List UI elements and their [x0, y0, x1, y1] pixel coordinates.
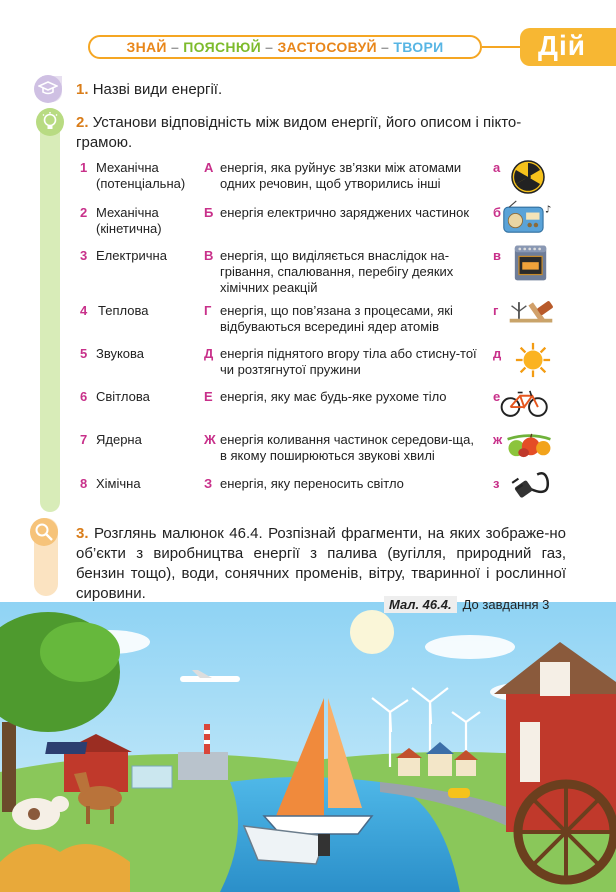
rail-segment-green — [40, 108, 60, 512]
car — [448, 788, 470, 798]
row-number: 6 — [80, 389, 88, 404]
row-number: 1 — [80, 160, 88, 175]
description-letter: Е — [204, 389, 213, 404]
energy-description: енергія, яка руйнує зв’язки між атомами одних речовин, щоб утворились інші — [220, 160, 462, 191]
energy-description: енергія, яку має будь-яке рухоме тіло — [220, 389, 447, 404]
energy-description: енергія, що виділяється внаслідок на-грівання, спалювання, перебігу деяких хімічних реакцій — [220, 248, 454, 295]
header-dash: – — [171, 39, 180, 55]
bicycle-icon — [500, 384, 550, 422]
sun-icon — [508, 341, 558, 379]
energy-description: енергія електрично заряджених частинок — [220, 205, 470, 220]
energy-description: енергія коливання частинок середови-ща, в якому поширюються звукові хвилі — [220, 432, 474, 463]
row-number: 8 — [80, 476, 88, 491]
row-number: 3 — [80, 248, 88, 263]
task-2 — [76, 113, 566, 153]
fruits-icon — [504, 422, 554, 460]
task-1-number: 1. — [76, 81, 89, 98]
energy-type: Механічна (потенціальна) — [96, 160, 186, 191]
oven-icon — [508, 244, 558, 282]
magnifier-icon — [30, 518, 58, 546]
energy-type: Хімічна — [96, 476, 141, 491]
wheat-field — [0, 844, 130, 892]
figure-caption-label: Мал. 46.4. — [384, 596, 457, 613]
header-word-apply: ЗАСТОСОВУЙ — [277, 39, 377, 55]
energy-type: Теплова — [98, 303, 149, 318]
description-letter: А — [204, 160, 214, 175]
row-number: 4 — [80, 303, 88, 318]
row-number: 7 — [80, 432, 88, 447]
task-1 — [76, 80, 222, 100]
figure-caption-text: До завдання 3 — [462, 597, 550, 612]
section-header-text — [90, 39, 480, 55]
task-1-text: Назві види енергії. — [92, 81, 223, 98]
svg-text:♪: ♪ — [544, 204, 552, 216]
pictogram-letter: а — [493, 160, 501, 175]
section-header-bar — [88, 35, 482, 59]
description-letter: Г — [204, 303, 212, 318]
figure-caption — [384, 596, 549, 613]
energy-description: енергія, що пов’язана з процесами, які відбуваються всередині ядер атомів — [220, 303, 453, 334]
graduation-cap-icon — [34, 75, 62, 103]
task-3-number: 3. — [76, 525, 89, 542]
pictogram-letter: д — [493, 346, 502, 361]
lightbulb-icon — [36, 108, 64, 136]
energy-description: енергія, яку переносить світло — [220, 476, 404, 491]
energy-description: енергія піднятого вгору тіла або стисну-тої чи розтягнутої пружини — [220, 346, 477, 377]
pictogram-letter: ж — [493, 432, 503, 447]
pictogram-letter: б — [493, 205, 502, 220]
hammer-nail-icon — [506, 297, 556, 335]
radio-icon — [502, 198, 552, 236]
description-letter: В — [204, 248, 214, 263]
header-dash: – — [381, 39, 390, 55]
energy-landscape-illustration — [0, 602, 616, 892]
pictogram-letter: е — [493, 389, 501, 404]
task-3 — [76, 524, 566, 604]
sky-sun — [350, 610, 394, 654]
task-3-text: Розглянь малюнок 46.4. Розпізнай фрагменти, на яких зображе-но об’єкти з виробництва енергії з палива (вугілля, природний газ, бензин тощо), води, сонячних променів, вітру, тваринної і рослинної сировини. — [76, 525, 567, 602]
description-letter: Ж — [204, 432, 216, 447]
row-number: 5 — [80, 346, 88, 361]
act-badge-label: Дій — [538, 30, 586, 61]
greenhouse — [132, 766, 172, 788]
pictogram-letter: з — [493, 476, 500, 491]
task-2-number: 2. — [76, 114, 89, 131]
description-letter: Д — [204, 346, 214, 361]
description-letter: Б — [204, 205, 214, 220]
task-2-text: Установи відповідність між видом енергії, його описом і пікто-грамою. — [76, 114, 522, 151]
radiation-icon — [506, 157, 556, 195]
plug-icon — [508, 468, 558, 506]
header-word-create: ТВОРИ — [393, 39, 444, 55]
energy-type: Ядерна — [96, 432, 142, 447]
pictogram-letter: в — [493, 248, 501, 263]
pictogram-letter: г — [493, 303, 499, 318]
energy-type: Механічна (кінетична) — [96, 205, 162, 236]
header-dash: – — [265, 39, 274, 55]
energy-type: Світлова — [96, 389, 150, 404]
act-badge — [520, 28, 616, 66]
header-word-explain: ПОЯСНЮЙ — [183, 39, 261, 55]
row-number: 2 — [80, 205, 88, 220]
header-word-know: ЗНАЙ — [126, 39, 167, 55]
description-letter: З — [204, 476, 213, 491]
energy-type: Звукова — [96, 346, 145, 361]
energy-type: Електрична — [96, 248, 167, 263]
